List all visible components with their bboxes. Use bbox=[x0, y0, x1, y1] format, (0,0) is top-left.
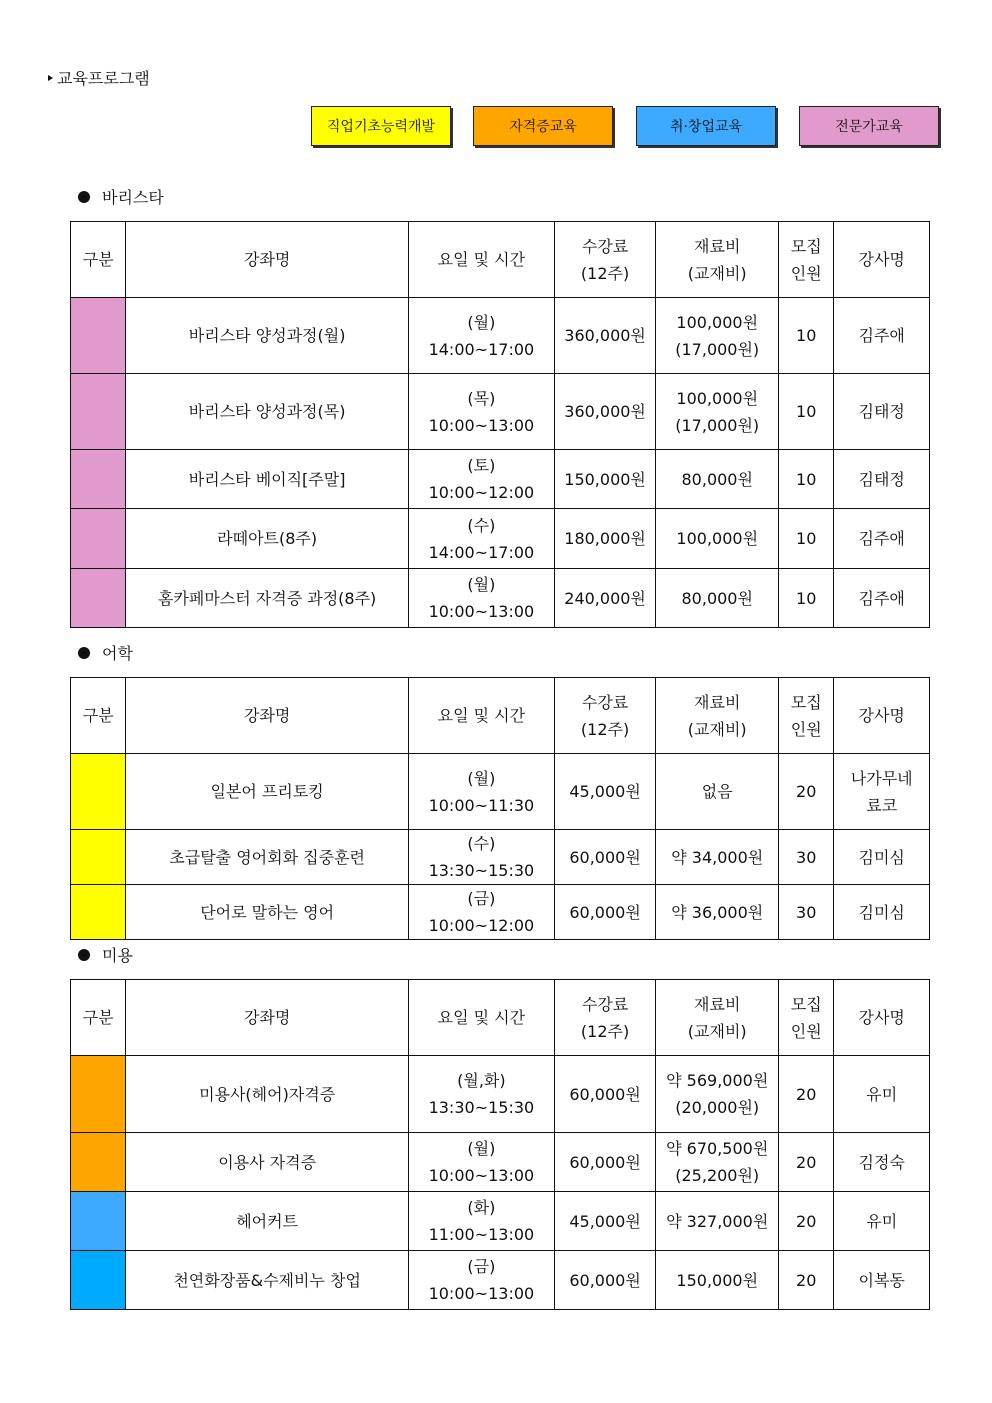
header-fee-text: 수강료 bbox=[581, 236, 629, 256]
header-category-text: 구분 bbox=[82, 250, 114, 269]
fee bbox=[554, 1251, 656, 1310]
course-name-text: 천연화장품&수제비누 창업 bbox=[173, 1270, 361, 1290]
capacity-text: 10 bbox=[796, 469, 817, 489]
course-name-text: 바리스타 양성과정(월) bbox=[188, 326, 346, 345]
page-title-text: 교육프로그램 bbox=[57, 69, 150, 88]
instructor-text: 김태정 bbox=[858, 469, 905, 489]
header-instructor-text: 강사명 bbox=[858, 1008, 905, 1027]
material-fee-text: (25,200원) bbox=[675, 1166, 760, 1185]
table-row bbox=[71, 374, 930, 450]
fee-text: 360,000원 bbox=[564, 326, 646, 345]
table-row bbox=[71, 509, 930, 569]
fee-text: 60,000원 bbox=[569, 1270, 641, 1290]
section-heading bbox=[78, 185, 164, 208]
category-color-cell bbox=[71, 1133, 126, 1192]
capacity bbox=[779, 1056, 834, 1133]
category-color-cell bbox=[71, 374, 126, 450]
category-color-cell bbox=[71, 1056, 126, 1133]
instructor bbox=[834, 298, 930, 374]
schedule-text: (금) 10:00~12:00 bbox=[428, 889, 535, 935]
schedule-text: (월) 10:00~11:30 bbox=[428, 768, 535, 815]
course-name bbox=[126, 1192, 409, 1251]
material-fee-text: 80,000원 bbox=[681, 469, 753, 489]
schedule bbox=[408, 1056, 554, 1133]
capacity-text: 10 bbox=[796, 529, 817, 548]
fee-text: 180,000원 bbox=[564, 529, 646, 548]
legend-certification bbox=[473, 106, 613, 146]
category-color-cell bbox=[71, 450, 126, 509]
table-header-row bbox=[71, 980, 930, 1056]
capacity-text: 10 bbox=[796, 588, 817, 608]
header-instructor-text: 강사명 bbox=[858, 250, 905, 269]
course-name bbox=[126, 885, 409, 940]
material-fee bbox=[656, 450, 779, 509]
header-fee bbox=[554, 980, 656, 1056]
legend-label: 전문가교육 bbox=[835, 119, 903, 135]
instructor bbox=[834, 1056, 930, 1133]
table-row bbox=[71, 450, 930, 509]
fee bbox=[554, 830, 656, 885]
instructor-text: 나가무네 bbox=[850, 768, 913, 788]
capacity-text: 20 bbox=[796, 1270, 817, 1290]
header-material-text: (교재비) bbox=[687, 263, 747, 283]
capacity bbox=[779, 374, 834, 450]
course-name-text: 라떼아트(8주) bbox=[217, 529, 318, 548]
schedule-text: 13:30~15:30 bbox=[428, 1098, 535, 1117]
material-fee bbox=[656, 754, 779, 830]
header-category bbox=[71, 222, 126, 298]
table-row bbox=[71, 1133, 930, 1192]
instructor-text: 유미 bbox=[866, 1211, 898, 1231]
fee bbox=[554, 509, 656, 569]
header-course bbox=[126, 980, 409, 1056]
bullet-icon bbox=[78, 647, 90, 659]
header-fee-text: (12주) bbox=[580, 719, 630, 739]
material-fee-text: 약 327,000원 bbox=[666, 1211, 769, 1231]
fee bbox=[554, 450, 656, 509]
table-row bbox=[71, 1056, 930, 1133]
category-color-cell bbox=[71, 1192, 126, 1251]
schedule bbox=[408, 1133, 554, 1192]
schedule-text: (월) 10:00~13:00 bbox=[428, 1139, 535, 1185]
header-schedule bbox=[408, 678, 554, 754]
legend-label: 취·창업교육 bbox=[669, 119, 743, 135]
material-fee-text: 150,000원 bbox=[676, 1270, 759, 1290]
fee-text: 60,000원 bbox=[569, 902, 641, 922]
capacity-text: 20 bbox=[796, 1084, 817, 1104]
course-name-text: 초급탈출 영어회화 집중훈련 bbox=[169, 847, 365, 867]
capacity-text: 20 bbox=[796, 1211, 817, 1231]
header-fee bbox=[554, 222, 656, 298]
instructor-text: 김미심 bbox=[858, 902, 905, 922]
instructor-text: 료코 bbox=[866, 795, 898, 815]
course-name-text: 바리스타 양성과정(목) bbox=[188, 402, 346, 421]
material-fee bbox=[656, 509, 779, 569]
fee bbox=[554, 885, 656, 940]
course-name bbox=[126, 1133, 409, 1192]
course-name bbox=[126, 754, 409, 830]
material-fee bbox=[656, 1133, 779, 1192]
capacity-text: 10 bbox=[796, 402, 817, 421]
legend-label: 자격증교육 bbox=[509, 119, 577, 135]
fee-text: 150,000원 bbox=[564, 469, 646, 489]
table-row bbox=[71, 885, 930, 940]
course-name-text: 이용사 자격증 bbox=[218, 1152, 317, 1172]
header-material-text: 재료비 bbox=[694, 994, 741, 1014]
instructor bbox=[834, 450, 930, 509]
header-material bbox=[656, 678, 779, 754]
schedule bbox=[408, 298, 554, 374]
capacity-text: 20 bbox=[796, 782, 817, 801]
course-name-text: 바리스타 베이직[주말] bbox=[188, 469, 346, 489]
course-table-language bbox=[70, 677, 930, 940]
header-fee-text: 수강료 bbox=[581, 692, 629, 712]
bullet-icon bbox=[78, 191, 90, 203]
table-header-row bbox=[71, 222, 930, 298]
schedule-text: (토) 10:00~12:00 bbox=[428, 456, 535, 502]
schedule-text: (목) 10:00~13:00 bbox=[428, 388, 535, 435]
table-header-row bbox=[71, 678, 930, 754]
category-color-cell bbox=[71, 830, 126, 885]
category-color-cell bbox=[71, 298, 126, 374]
legend-employment-startup bbox=[636, 106, 776, 146]
instructor-text: 이복동 bbox=[858, 1270, 905, 1290]
fee-text: 60,000원 bbox=[569, 847, 641, 867]
table-row bbox=[71, 830, 930, 885]
header-instructor bbox=[834, 678, 930, 754]
material-fee-text: 약 670,500원 bbox=[666, 1139, 769, 1158]
fee bbox=[554, 1056, 656, 1133]
capacity bbox=[779, 450, 834, 509]
legend-label: 직업기초능력개발 bbox=[326, 119, 436, 135]
material-fee-text: (20,000원) bbox=[675, 1098, 760, 1117]
schedule bbox=[408, 374, 554, 450]
instructor bbox=[834, 830, 930, 885]
header-capacity-text: 모집 bbox=[790, 236, 822, 256]
capacity-text: 20 bbox=[796, 1152, 817, 1172]
material-fee bbox=[656, 830, 779, 885]
schedule-text: (월) 14:00~17:00 bbox=[428, 312, 535, 359]
category-color-cell bbox=[71, 1251, 126, 1310]
instructor bbox=[834, 569, 930, 628]
section-heading bbox=[78, 641, 133, 664]
triangle-bullet-icon bbox=[48, 75, 53, 81]
material-fee-text: 100,000원 bbox=[676, 312, 759, 332]
instructor bbox=[834, 1192, 930, 1251]
table-row bbox=[71, 569, 930, 628]
schedule bbox=[408, 754, 554, 830]
fee-text: 60,000원 bbox=[569, 1084, 641, 1104]
header-schedule bbox=[408, 222, 554, 298]
material-fee bbox=[656, 1056, 779, 1133]
fee-text: 240,000원 bbox=[564, 588, 646, 608]
table-row bbox=[71, 754, 930, 830]
header-material-text: 재료비 bbox=[694, 692, 741, 712]
material-fee-text: 약 34,000원 bbox=[671, 847, 764, 867]
header-instructor-text: 강사명 bbox=[858, 706, 905, 725]
capacity bbox=[779, 885, 834, 940]
capacity-text: 10 bbox=[796, 326, 817, 345]
course-name bbox=[126, 298, 409, 374]
instructor-text: 김주애 bbox=[858, 326, 905, 345]
instructor bbox=[834, 1133, 930, 1192]
course-table-barista bbox=[70, 221, 930, 628]
course-name bbox=[126, 450, 409, 509]
header-schedule-text: 요일 및 시간 bbox=[437, 1008, 526, 1027]
header-category-text: 구분 bbox=[82, 706, 114, 725]
section-heading bbox=[78, 943, 133, 966]
material-fee bbox=[656, 374, 779, 450]
category-color-cell bbox=[71, 509, 126, 569]
schedule bbox=[408, 830, 554, 885]
material-fee-text: 80,000원 bbox=[681, 588, 753, 608]
fee bbox=[554, 1133, 656, 1192]
material-fee bbox=[656, 298, 779, 374]
instructor-text: 김정숙 bbox=[858, 1152, 905, 1172]
fee bbox=[554, 298, 656, 374]
material-fee-text: (17,000원) bbox=[675, 415, 760, 435]
header-schedule-text: 요일 및 시간 bbox=[437, 706, 526, 725]
schedule-text: (수) 14:00~17:00 bbox=[428, 515, 535, 562]
header-course bbox=[126, 222, 409, 298]
course-name-text: 미용사(헤어)자격증 bbox=[199, 1084, 336, 1104]
table-row bbox=[71, 298, 930, 374]
header-capacity-text: 모집 bbox=[790, 692, 822, 712]
fee-text: 360,000원 bbox=[564, 402, 646, 421]
course-name bbox=[126, 1251, 409, 1310]
header-material-text: 재료비 bbox=[694, 236, 741, 256]
header-fee-text: (12주) bbox=[580, 263, 630, 283]
course-name-text: 홈카페마스터 자격증 과정(8주) bbox=[157, 588, 377, 608]
bullet-icon bbox=[78, 949, 90, 961]
fee-text: 45,000원 bbox=[569, 1211, 641, 1231]
capacity bbox=[779, 298, 834, 374]
section-title: 어학 bbox=[102, 644, 133, 663]
header-capacity-text: 모집 bbox=[790, 994, 822, 1014]
material-fee-text: 100,000원 bbox=[676, 529, 759, 548]
fee-text: 60,000원 bbox=[569, 1152, 641, 1172]
schedule bbox=[408, 509, 554, 569]
header-course-text: 강좌명 bbox=[243, 706, 291, 725]
schedule bbox=[408, 1251, 554, 1310]
category-color-cell bbox=[71, 754, 126, 830]
material-fee bbox=[656, 569, 779, 628]
instructor-text: 김미심 bbox=[858, 847, 905, 867]
course-name bbox=[126, 1056, 409, 1133]
instructor-text: 김주애 bbox=[858, 588, 905, 608]
schedule bbox=[408, 450, 554, 509]
capacity-text: 30 bbox=[796, 902, 817, 922]
material-fee bbox=[656, 1251, 779, 1310]
legend-basic-skills bbox=[311, 106, 451, 146]
capacity bbox=[779, 1192, 834, 1251]
header-capacity-text: 인원 bbox=[790, 263, 822, 283]
instructor bbox=[834, 754, 930, 830]
instructor-text: 김주애 bbox=[858, 529, 905, 548]
header-fee-text: (12주) bbox=[580, 1021, 630, 1041]
schedule bbox=[408, 885, 554, 940]
header-material-text: (교재비) bbox=[687, 719, 747, 739]
header-material bbox=[656, 980, 779, 1056]
page-title bbox=[48, 66, 150, 89]
legend-expert bbox=[799, 106, 939, 146]
material-fee bbox=[656, 885, 779, 940]
header-course-text: 강좌명 bbox=[243, 1008, 291, 1027]
header-fee-text: 수강료 bbox=[581, 994, 629, 1014]
table-row bbox=[71, 1251, 930, 1310]
fee-text: 45,000원 bbox=[569, 782, 641, 801]
material-fee-text: 100,000원 bbox=[676, 388, 759, 408]
course-table-beauty bbox=[70, 979, 930, 1310]
header-schedule bbox=[408, 980, 554, 1056]
capacity bbox=[779, 754, 834, 830]
capacity bbox=[779, 1251, 834, 1310]
header-course bbox=[126, 678, 409, 754]
header-material-text: (교재비) bbox=[687, 1021, 747, 1041]
header-schedule-text: 요일 및 시간 bbox=[437, 250, 526, 269]
table-row bbox=[71, 1192, 930, 1251]
instructor-text: 유미 bbox=[866, 1084, 898, 1104]
header-capacity bbox=[779, 678, 834, 754]
capacity-text: 30 bbox=[796, 847, 817, 867]
schedule-text: (수) 13:30~15:30 bbox=[428, 834, 535, 880]
category-color-cell bbox=[71, 569, 126, 628]
category-color-cell bbox=[71, 885, 126, 940]
material-fee-text: 약 36,000원 bbox=[671, 902, 764, 922]
material-fee-text: 없음 bbox=[701, 782, 733, 801]
header-capacity-text: 인원 bbox=[790, 719, 822, 739]
course-name bbox=[126, 509, 409, 569]
instructor bbox=[834, 1251, 930, 1310]
capacity bbox=[779, 1133, 834, 1192]
header-course-text: 강좌명 bbox=[243, 250, 291, 269]
schedule bbox=[408, 1192, 554, 1251]
capacity bbox=[779, 509, 834, 569]
header-capacity-text: 인원 bbox=[790, 1021, 822, 1041]
instructor bbox=[834, 509, 930, 569]
course-name-text: 단어로 말하는 영어 bbox=[200, 902, 335, 922]
material-fee-text: (17,000원) bbox=[675, 339, 760, 359]
course-name-text: 헤어커트 bbox=[236, 1211, 299, 1231]
category-legend bbox=[0, 106, 992, 148]
section-title: 바리스타 bbox=[102, 188, 164, 207]
schedule-text: (월,화) bbox=[457, 1071, 506, 1090]
section-title: 미용 bbox=[102, 946, 133, 965]
schedule-text: (월) 10:00~13:00 bbox=[428, 575, 535, 621]
schedule-text: (화) 11:00~13:00 bbox=[428, 1198, 535, 1244]
header-category bbox=[71, 678, 126, 754]
fee bbox=[554, 754, 656, 830]
capacity bbox=[779, 830, 834, 885]
header-category bbox=[71, 980, 126, 1056]
capacity bbox=[779, 569, 834, 628]
header-category-text: 구분 bbox=[82, 1008, 114, 1027]
fee bbox=[554, 569, 656, 628]
header-fee bbox=[554, 678, 656, 754]
course-name-text: 일본어 프리토킹 bbox=[210, 782, 324, 801]
instructor bbox=[834, 885, 930, 940]
schedule bbox=[408, 569, 554, 628]
course-name bbox=[126, 569, 409, 628]
course-name bbox=[126, 830, 409, 885]
header-instructor bbox=[834, 222, 930, 298]
instructor bbox=[834, 374, 930, 450]
header-instructor bbox=[834, 980, 930, 1056]
schedule-text: (금) 10:00~13:00 bbox=[428, 1257, 535, 1303]
header-material bbox=[656, 222, 779, 298]
instructor-text: 김태정 bbox=[858, 402, 905, 421]
fee bbox=[554, 374, 656, 450]
fee bbox=[554, 1192, 656, 1251]
material-fee-text: 약 569,000원 bbox=[666, 1071, 769, 1090]
header-capacity bbox=[779, 980, 834, 1056]
course-name bbox=[126, 374, 409, 450]
header-capacity bbox=[779, 222, 834, 298]
material-fee bbox=[656, 1192, 779, 1251]
